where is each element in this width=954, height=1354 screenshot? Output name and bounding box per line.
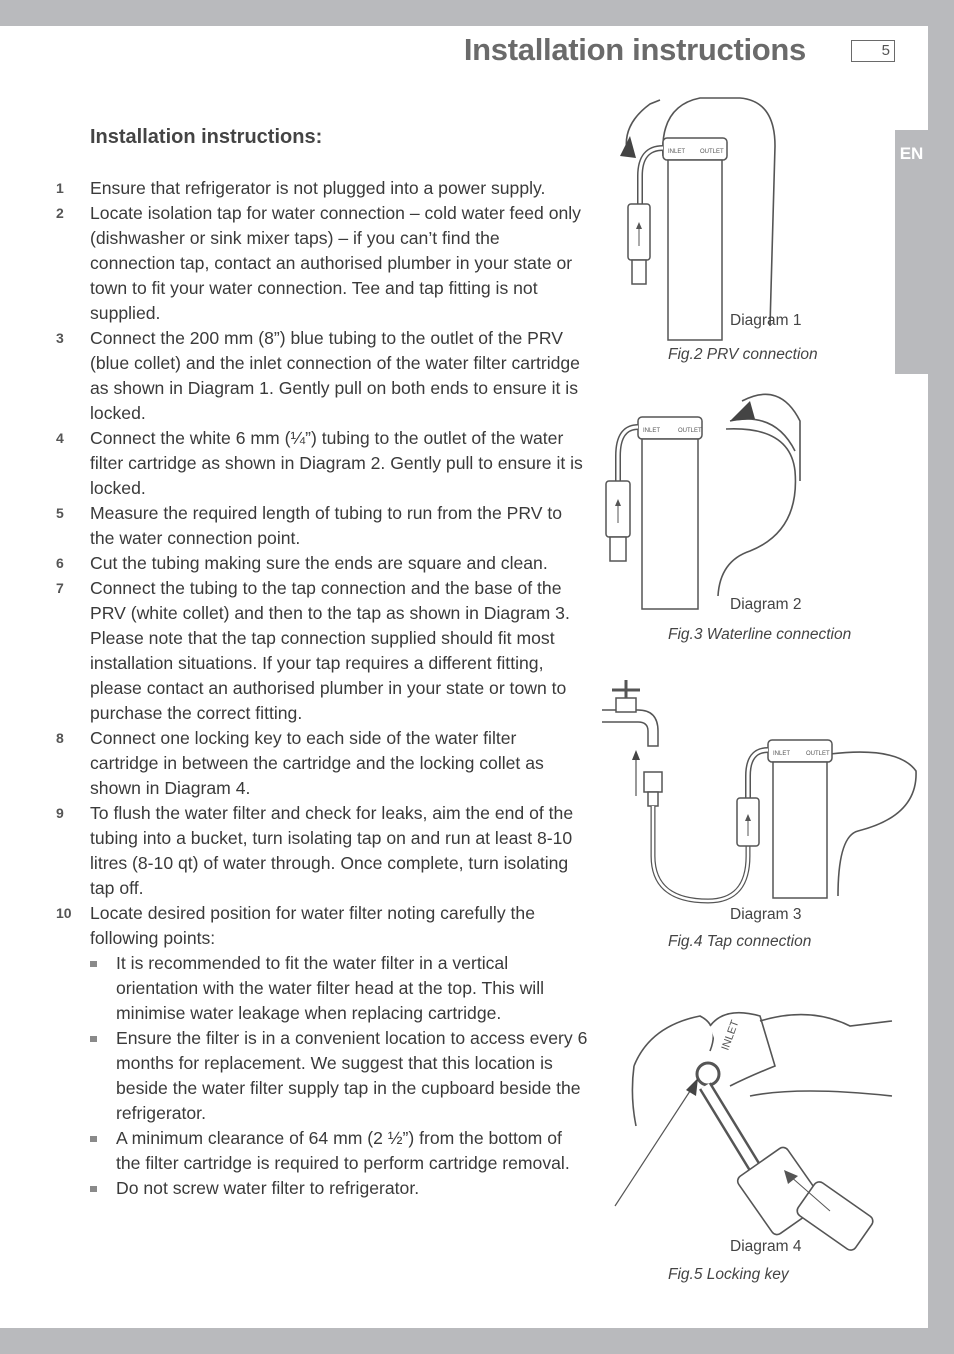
list-item <box>90 1126 588 1176</box>
diagram-4-locking-key-illustration <box>610 1006 900 1251</box>
outlet-label: OUTLET <box>678 428 702 434</box>
diagram-4-label: Diagram 4 <box>730 1238 802 1255</box>
language-tab-label: EN <box>899 144 924 163</box>
step-2 <box>56 201 588 326</box>
step-7 <box>56 576 588 726</box>
step-9 <box>56 801 588 901</box>
bullet-marker <box>90 1126 116 1176</box>
fig-3-caption: Fig.3 Waterline connection <box>668 626 852 643</box>
step-text: To flush the water filter and check for leaks, aim the end of the tubing into a bucket, turn isolating tap on and run at least 8-10 litres (8-10 qt) of water through. Once complete, turn isolating tap off. <box>90 803 574 898</box>
step-number: 8 <box>56 730 64 746</box>
bullet-marker <box>90 1026 116 1126</box>
step-number: 9 <box>56 805 64 821</box>
step-text: Cut the tubing making sure the ends are square and clean. <box>90 553 548 573</box>
step-number: 2 <box>56 205 64 221</box>
step-text: Measure the required length of tubing to run from the PRV to the water connection point. <box>90 503 563 548</box>
step-1 <box>56 176 588 201</box>
language-tab <box>895 130 928 374</box>
step-text: Connect the white 6 mm (¼”) tubing to the outlet of the water filter cartridge as shown in Diagram 2. Gently pull to ensure it is locked. <box>90 428 583 498</box>
diagram-2-waterline-illustration <box>600 381 820 611</box>
step-text: Locate desired position for water filter noting carefully the following points: <box>90 903 535 948</box>
step-3 <box>56 326 588 426</box>
bullet-marker <box>90 951 116 1026</box>
list-item <box>90 951 588 1026</box>
step-text: Ensure that refrigerator is not plugged into a power supply. <box>90 178 546 198</box>
step-number: 6 <box>56 555 64 571</box>
step-text: Locate isolation tap for water connection – cold water feed only (dishwasher or sink mixer taps) – if you can’t find the connection tap, contact an authorised plumber in your state or town to fit your water connection. Tee and tap fitting is not supplied. <box>90 203 581 323</box>
fig-5-caption: Fig.5 Locking key <box>668 1266 789 1283</box>
step-text: Connect one locking key to each side of the water filter cartridge in between the cartridge and the locking collet as shown in Diagram 4. <box>90 728 544 798</box>
step-number: 5 <box>56 505 64 521</box>
inlet-label: INLET <box>719 1018 742 1053</box>
bullet-text: It is recommended to fit the water filter in a vertical orientation with the water filter head at the top. This will minimise water leakage when replacing cartridge. <box>116 953 545 1023</box>
step-number: 1 <box>56 180 64 196</box>
list-item <box>90 1026 588 1126</box>
step-4 <box>56 426 588 501</box>
list-item <box>90 1176 588 1201</box>
bullet-text: A minimum clearance of 64 mm (2 ½”) from the bottom of the filter cartridge is required to perform cartridge removal. <box>116 1128 570 1173</box>
steps-list <box>56 176 588 1201</box>
page <box>0 26 928 1328</box>
fig-4-caption: Fig.4 Tap connection <box>668 933 812 950</box>
diagram-1-prv-illustration <box>600 86 800 346</box>
page-title: Installation instructions <box>463 32 806 67</box>
bullet-text: Do not screw water filter to refrigerator. <box>116 1178 420 1198</box>
bullet-marker <box>90 1176 116 1201</box>
bullet-text: Ensure the filter is in a convenient location to access every 6 months for replacement. We suggest that this location is beside the water filter supply tap in the cupboard beside the refrigerator. <box>116 1028 588 1123</box>
inlet-label: INLET <box>773 751 791 757</box>
step-number: 4 <box>56 430 64 446</box>
step-number: 3 <box>56 330 64 346</box>
outlet-label: OUTLET <box>700 149 724 155</box>
step-10 <box>56 901 588 951</box>
diagram-2-label: Diagram 2 <box>730 596 802 613</box>
step-6 <box>56 551 588 576</box>
diagram-3-label: Diagram 3 <box>730 906 802 923</box>
inlet-label: INLET <box>668 149 686 155</box>
bullet-list <box>56 951 588 1201</box>
inlet-label: INLET <box>643 428 661 434</box>
diagram-3-tap-illustration <box>598 676 923 906</box>
step-number: 10 <box>56 905 72 921</box>
diagram-1-label: Diagram 1 <box>730 312 802 329</box>
step-text: Connect the tubing to the tap connection and the base of the PRV (white collet) and then to the tap as shown in Diagram 3. Please note that the tap connection supplied should fit most installation situations. If your tap requires a different fitting, please contact an authorised plumber in your state or town to purchase the correct fitting. <box>90 578 570 723</box>
outlet-label: OUTLET <box>806 751 830 757</box>
step-5 <box>56 501 588 551</box>
step-8 <box>56 726 588 801</box>
step-text: Connect the 200 mm (8”) blue tubing to the outlet of the PRV (blue collet) and the inlet connection of the water filter cartridge as shown in Diagram 1. Gently pull on both ends to ensure it is locked. <box>90 328 580 423</box>
page-number: 5 <box>851 40 895 62</box>
step-number: 7 <box>56 580 64 596</box>
fig-2-caption: Fig.2 PRV connection <box>668 346 818 363</box>
section-heading: Installation instructions: <box>90 126 323 148</box>
